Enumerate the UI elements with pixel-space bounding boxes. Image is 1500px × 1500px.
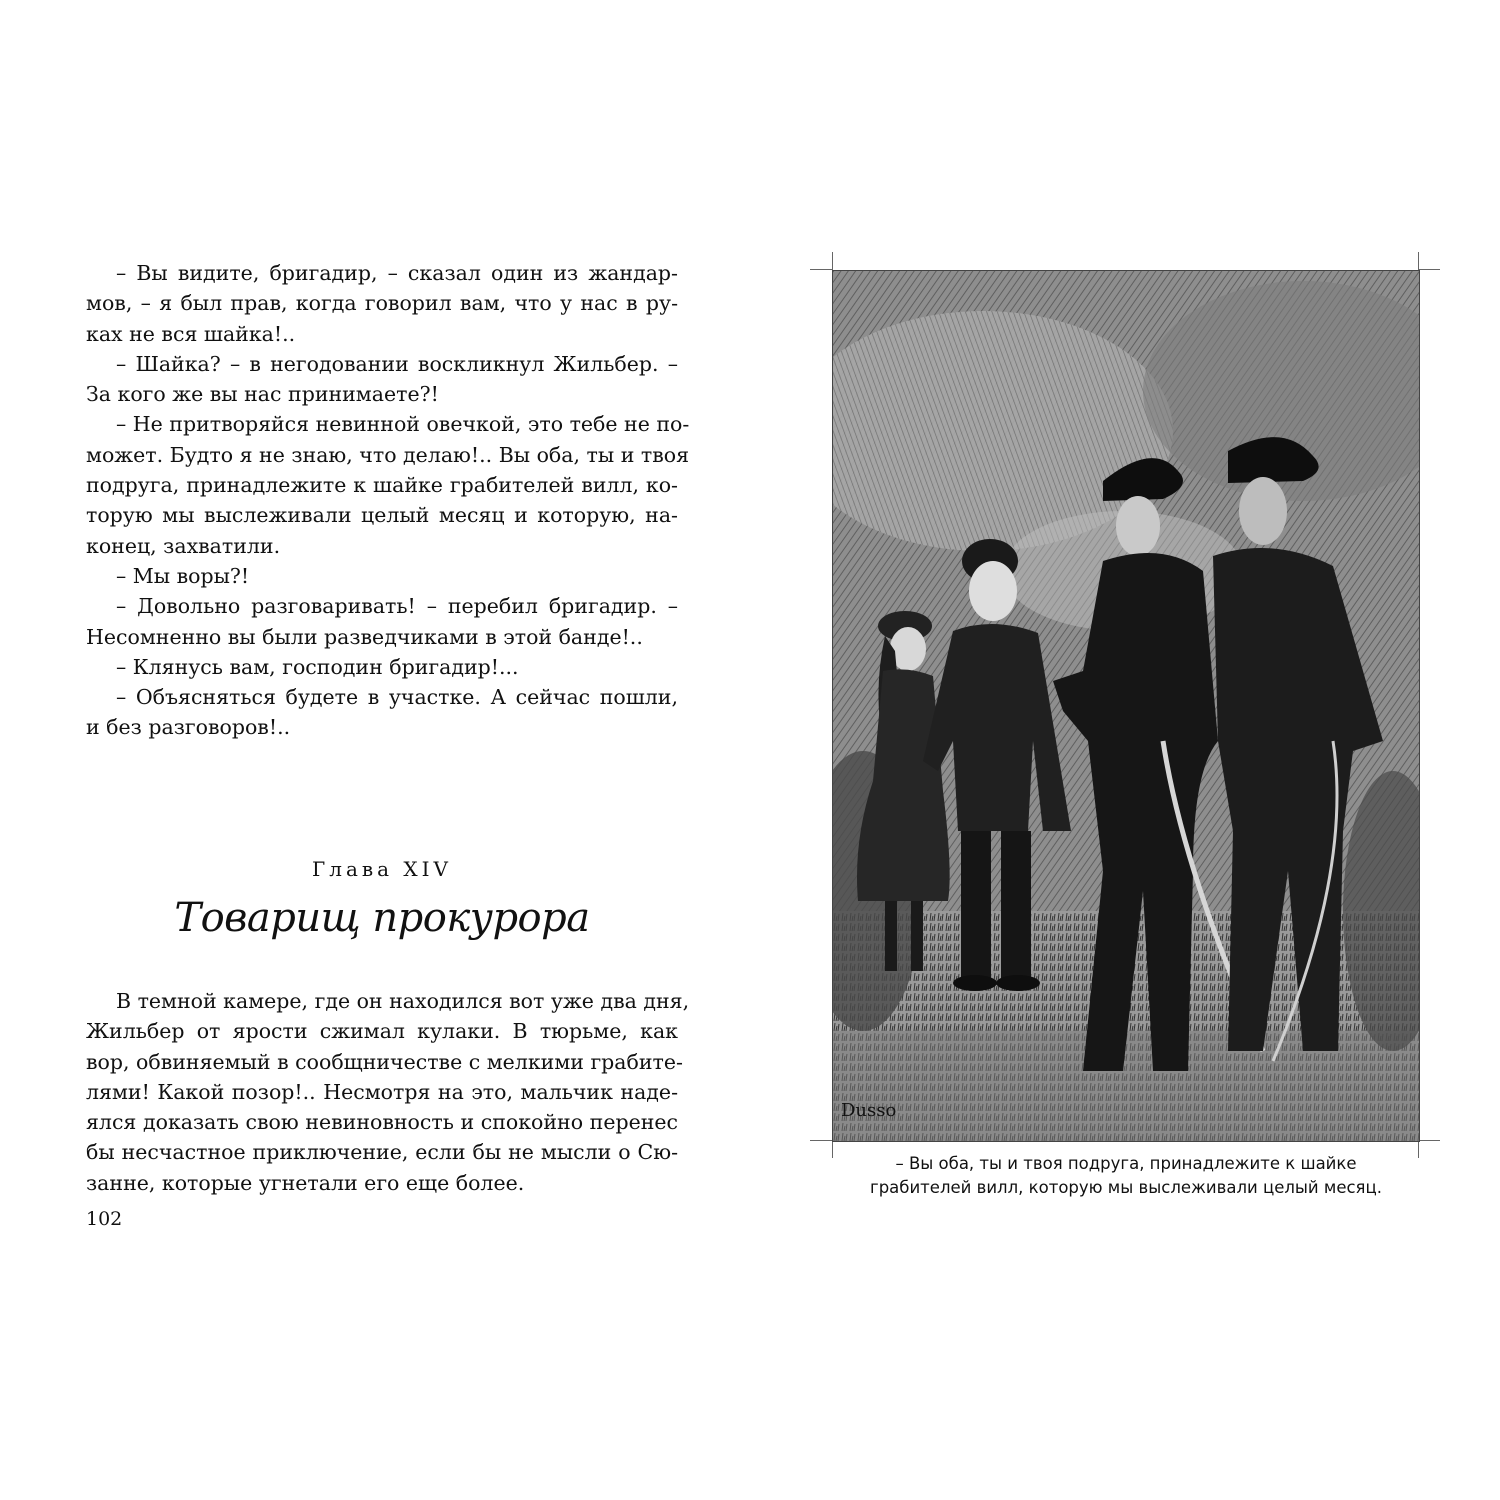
engraving-illustration xyxy=(832,270,1420,1142)
text-line: – Шайка? – в негодовании воскликнул Жильбер. – xyxy=(116,351,678,376)
text-line: торую мы выслеживали целый месяц и которую, на- xyxy=(86,503,678,528)
crop-mark xyxy=(832,252,833,270)
chapter-title: Товарищ прокурора xyxy=(174,895,590,941)
text-line: лями! Какой позор!.. Несмотря на это, мальчик наде- xyxy=(86,1079,678,1104)
text-line: может. Будто я не знаю, что делаю!.. Вы оба, ты и твоя xyxy=(86,442,690,467)
crop-mark xyxy=(1418,269,1440,270)
text-line: В темной камере, где он находился вот уже два дня, xyxy=(116,989,690,1013)
text-line: ках не вся шайка!.. xyxy=(86,321,296,346)
text-line: – Довольно разговаривать! – перебил бригадир. – xyxy=(116,594,678,619)
text-line: – Объясняться будете в участке. А сейчас пошли, xyxy=(116,685,678,710)
text-line: Несомненно вы были разведчиками в этой банде!.. xyxy=(86,624,643,649)
text-line: вор, обвиняемый в сообщничестве с мелкими грабите- xyxy=(86,1049,683,1074)
text-line: За кого же вы нас принимаете?! xyxy=(86,382,439,407)
text-line: подруга, принадлежите к шайке грабителей вилл, ко- xyxy=(86,473,678,498)
text-line: – Клянусь вам, господин бригадир!... xyxy=(116,654,519,679)
text-line: Жильбер от ярости сжимал кулаки. В тюрьме, как xyxy=(86,1019,678,1044)
text-line: ялся доказать свою невиновность и спокойно перенес xyxy=(86,1110,678,1135)
text-line: и без разговоров!.. xyxy=(86,715,291,740)
crop-mark xyxy=(1418,252,1419,270)
text-line: бы несчастное приключение, если бы не мысли о Сю- xyxy=(86,1140,678,1165)
text-line: – Мы воры?! xyxy=(116,563,250,588)
crop-mark xyxy=(810,269,832,270)
caption-line: грабителей вилл, которую мы выслеживали целый месяц. xyxy=(870,1178,1382,1197)
text-line: – Вы видите, бригадир, – сказал один из жандар- xyxy=(116,261,678,285)
dialogue-text xyxy=(86,258,690,743)
text-line: занне, которые угнетали его еще более. xyxy=(86,1170,525,1195)
svg-text:Dusso: Dusso xyxy=(841,1100,897,1121)
chapter-text xyxy=(86,986,690,1198)
text-line: мов, – я был прав, когда говорил вам, что у нас в ру- xyxy=(86,291,678,316)
page-number: 102 xyxy=(86,1208,123,1230)
chapter-label: Глава XIV xyxy=(312,857,452,881)
text-line: конец, захватили. xyxy=(86,533,281,558)
text-line: – Не притворяйся невинной овечкой, это тебе не по- xyxy=(116,412,690,437)
crop-mark xyxy=(1418,1140,1440,1141)
chapter-heading xyxy=(86,857,678,941)
caption-line: – Вы оба, ты и твоя подруга, принадлежите к шайке xyxy=(895,1154,1357,1173)
illustration-caption xyxy=(820,1152,1432,1200)
crop-mark xyxy=(810,1140,832,1141)
